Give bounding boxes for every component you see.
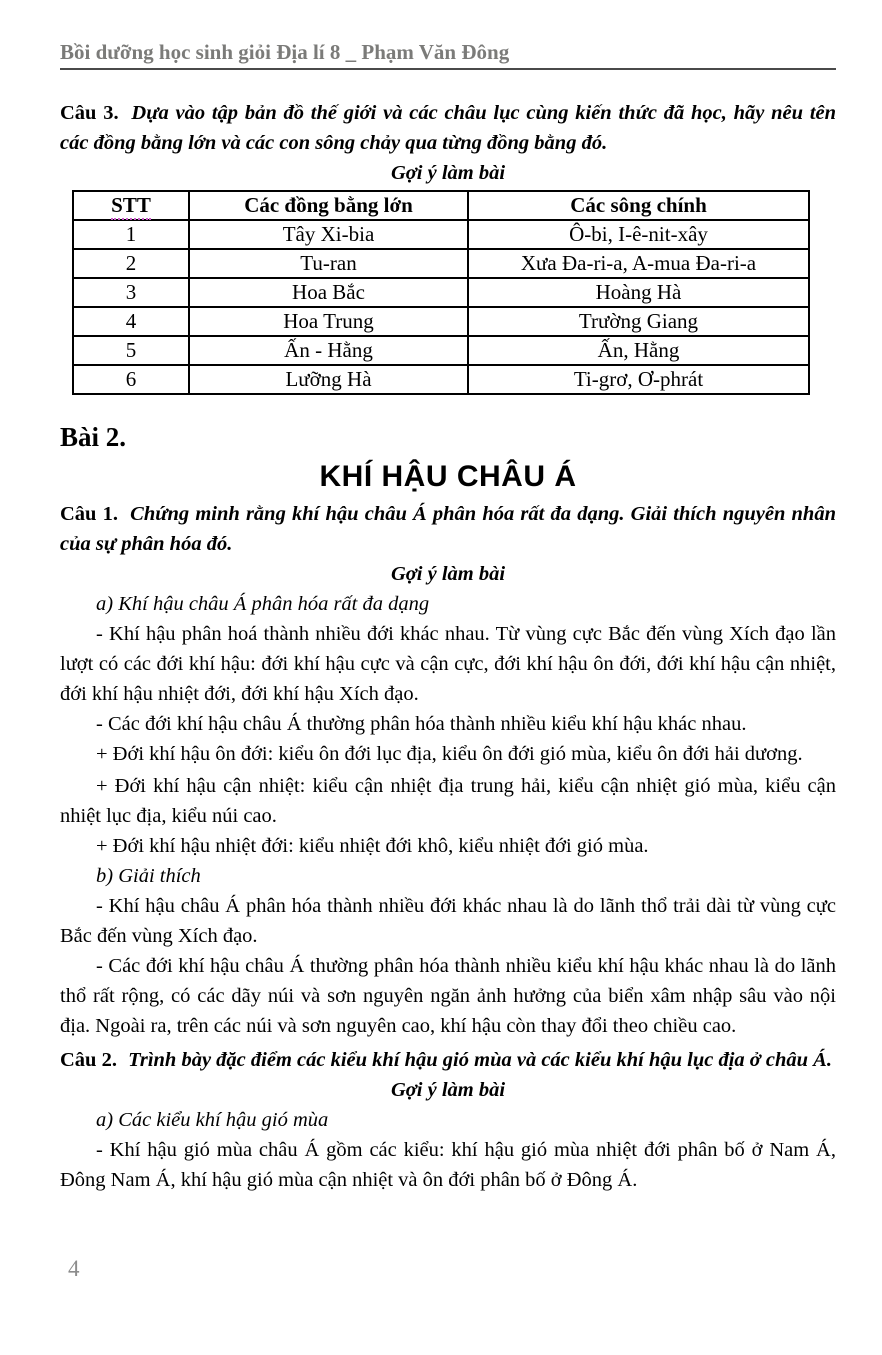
table-row bbox=[73, 336, 809, 365]
paragraph-explain-zones: - Khí hậu châu Á phân hóa thành nhiều đới khác nhau là do lãnh thổ trải dài từ vùng cực Bắc đến vùng Xích đạo. bbox=[60, 895, 836, 947]
cell-stt: 1 bbox=[73, 220, 189, 249]
lesson-number: Bài 2. bbox=[60, 422, 127, 452]
paragraph-tropical-zone: + Đới khí hậu nhiệt đới: kiểu nhiệt đới khô, kiểu nhiệt đới gió mùa. bbox=[96, 835, 649, 857]
question-2-text: Trình bày đặc điểm các kiểu khí hậu gió mùa và các kiểu khí hậu lục địa ở châu Á. bbox=[128, 1049, 832, 1071]
table-row bbox=[73, 365, 809, 394]
table-header-plains: Các đồng bằng lớn bbox=[189, 191, 468, 220]
question-3-text: Dựa vào tập bản đồ thế giới và các châu lục cùng kiến thức đã học, hãy nêu tên các đồng bằng lớn và các con sông chảy qua từng đồng bằng đó. bbox=[60, 102, 837, 154]
stt-spellcheck-underline: STT bbox=[111, 193, 151, 220]
paragraph-subtropical-zone: + Đới khí hậu cận nhiệt: kiểu cận nhiệt địa trung hải, kiểu cận nhiệt gió mùa, kiểu cận nhiệt lục địa, kiểu núi cao. bbox=[60, 775, 836, 827]
table-header-stt bbox=[73, 191, 189, 220]
table-row bbox=[73, 220, 809, 249]
cell-river: Ấn, Hằng bbox=[468, 336, 809, 365]
section-a-heading-1: a) Khí hậu châu Á phân hóa rất đa dạng bbox=[96, 593, 430, 615]
question-1-text: Chứng minh rằng khí hậu châu Á phân hóa rất đa dạng. Giải thích nguyên nhân của sự phân hóa đó. bbox=[60, 503, 836, 555]
page-header bbox=[60, 40, 836, 70]
cell-stt: 3 bbox=[73, 278, 189, 307]
section-a-heading-2: a) Các kiểu khí hậu gió mùa bbox=[96, 1109, 329, 1131]
paragraph-monsoon-climates: - Khí hậu gió mùa châu Á gồm các kiểu: khí hậu gió mùa nhiệt đới phân bố ở Nam Á, Đông Nam Á, khí hậu gió mùa cận nhiệt và ôn đới phân bố ở Đông Á. bbox=[60, 1139, 836, 1191]
hint-title-3: Gợi ý làm bài bbox=[390, 1079, 506, 1101]
cell-plain: Ấn - Hằng bbox=[189, 336, 468, 365]
cell-plain: Hoa Bắc bbox=[189, 278, 468, 307]
question-2-label: Câu 2. bbox=[60, 1049, 117, 1071]
cell-river: Xưa Đa-ri-a, A-mua Đa-ri-a bbox=[468, 249, 809, 278]
paragraph-explain-types: - Các đới khí hậu châu Á thường phân hóa thành nhiều kiểu khí hậu khác nhau là do lãnh thổ rất rộng, có các dãy núi và sơn nguyên ngăn ảnh hưởng của biển xâm nhập sâu vào nội địa. Ngoài ra, trên các núi và sơn nguyên cao, khí hậu còn thay đổi theo chiều cao. bbox=[60, 955, 836, 1037]
question-3-label: Câu 3. bbox=[60, 102, 119, 124]
question-2 bbox=[60, 1045, 836, 1075]
cell-river: Trường Giang bbox=[468, 307, 809, 336]
table-header-row bbox=[73, 191, 809, 220]
table-row bbox=[73, 249, 809, 278]
header-title: Bồi dưỡng học sinh giỏi Địa lí 8 _ Phạm Văn Đông bbox=[60, 40, 510, 64]
cell-stt: 4 bbox=[73, 307, 189, 336]
page-number: 4 bbox=[68, 1256, 80, 1281]
hint-title-2: Gợi ý làm bài bbox=[390, 563, 506, 585]
cell-river: Ô-bi, I-ê-nit-xây bbox=[468, 220, 809, 249]
cell-stt: 6 bbox=[73, 365, 189, 394]
section-b-heading: b) Giải thích bbox=[96, 865, 201, 887]
question-3 bbox=[60, 98, 836, 158]
cell-river: Ti-grơ, Ơ-phrát bbox=[468, 365, 809, 394]
table-header-rivers: Các sông chính bbox=[468, 191, 809, 220]
hint-title-1: Gợi ý làm bài bbox=[390, 162, 506, 184]
lesson-title: KHÍ HẬU CHÂU Á bbox=[319, 460, 577, 493]
cell-plain: Hoa Trung bbox=[189, 307, 468, 336]
paragraph-climate-zones: - Khí hậu phân hoá thành nhiều đới khác nhau. Từ vùng cực Bắc đến vùng Xích đạo lần lượt có các đới khí hậu: đới khí hậu cực và cận cực, đới khí hậu ôn đới, đới khí hậu cận nhiệt, đới khí hậu nhiệt đới, đới khí hậu Xích đạo. bbox=[60, 623, 836, 705]
cell-stt: 2 bbox=[73, 249, 189, 278]
table-row bbox=[73, 307, 809, 336]
cell-stt: 5 bbox=[73, 336, 189, 365]
cell-plain: Lưỡng Hà bbox=[189, 365, 468, 394]
plains-rivers-table bbox=[72, 190, 810, 395]
cell-plain: Tây Xi-bia bbox=[189, 220, 468, 249]
table-row bbox=[73, 278, 809, 307]
cell-river: Hoàng Hà bbox=[468, 278, 809, 307]
paragraph-temperate-zone: + Đới khí hậu ôn đới: kiểu ôn đới lục địa, kiểu ôn đới gió mùa, kiểu ôn đới hải dương. bbox=[96, 743, 803, 765]
question-1 bbox=[60, 499, 836, 559]
question-1-label: Câu 1. bbox=[60, 503, 118, 525]
paragraph-climate-types-intro: - Các đới khí hậu châu Á thường phân hóa thành nhiều kiểu khí hậu khác nhau. bbox=[96, 713, 747, 735]
cell-plain: Tu-ran bbox=[189, 249, 468, 278]
